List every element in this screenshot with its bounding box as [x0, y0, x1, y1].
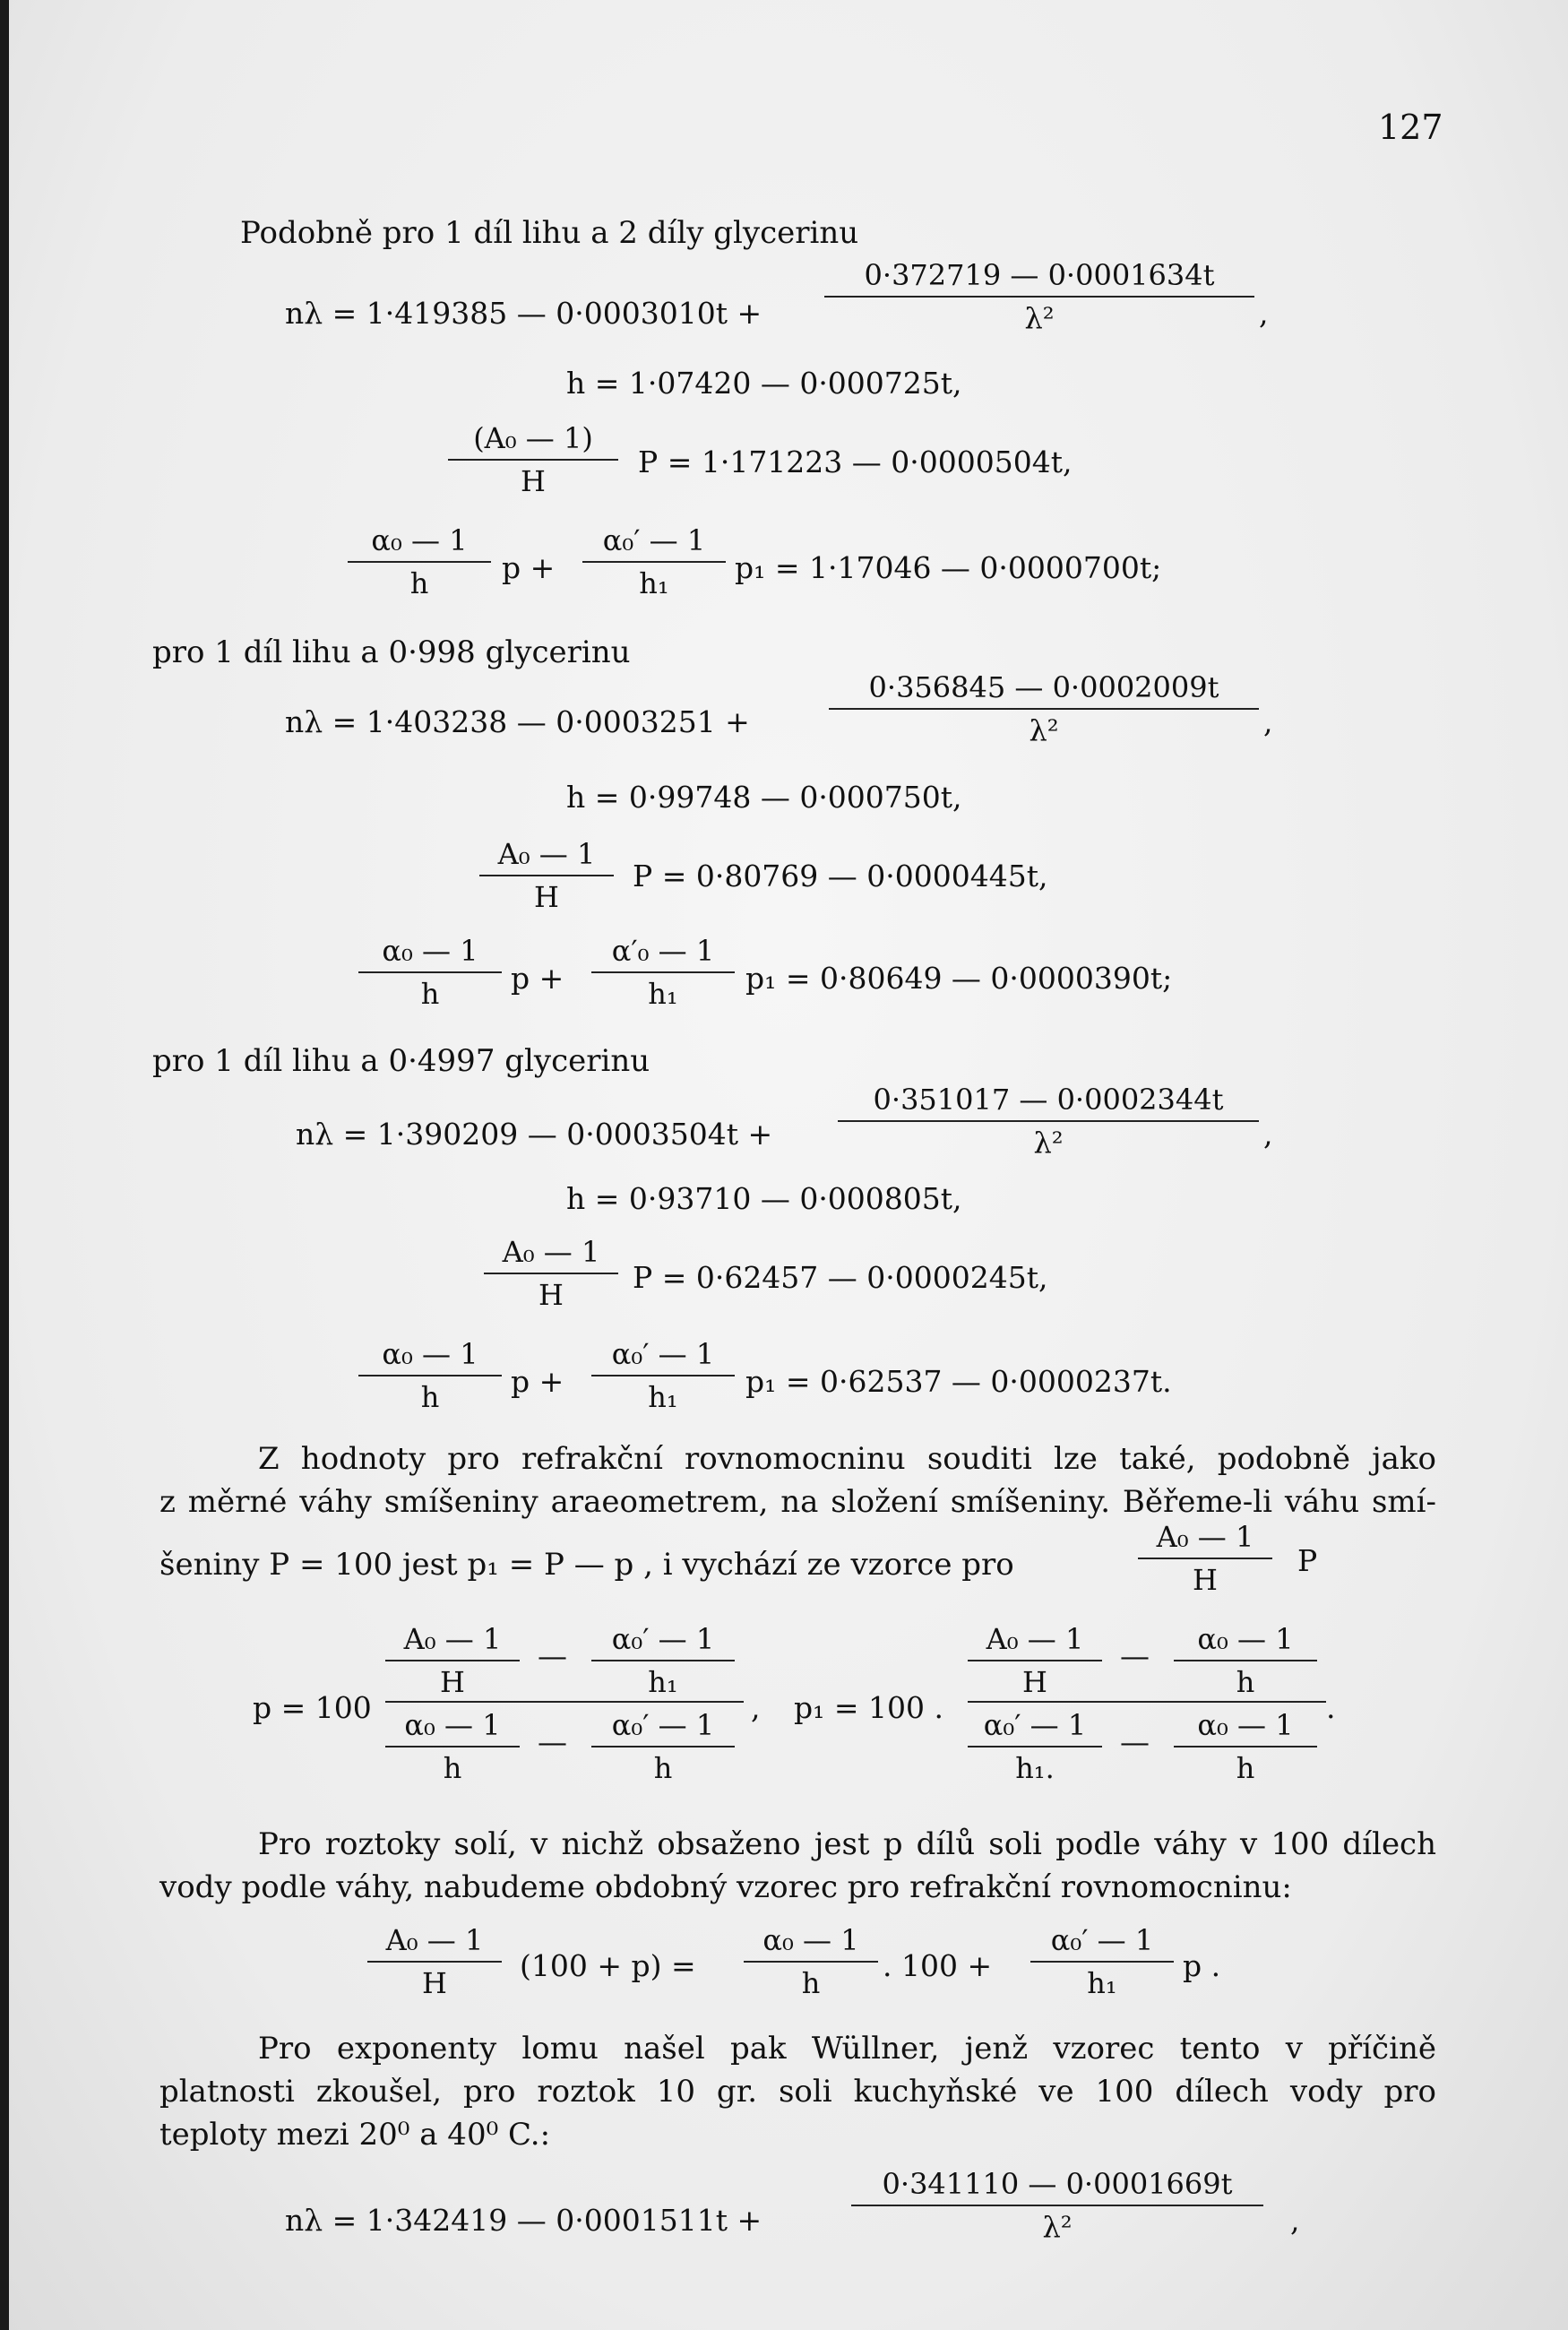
s3-h-formula: h = 0·93710 — 0·000805t, — [566, 1181, 962, 1216]
final-numerator: 0·341110 — 0·0001669t — [851, 2167, 1263, 2206]
s3-A-rest: P = 0·62457 — 0·0000245t, — [633, 1260, 1048, 1295]
p-bottom-minus: — — [538, 1724, 567, 1759]
p-compound-bottom — [385, 1708, 744, 1798]
p-b1-num: α₀ — 1 — [385, 1708, 520, 1748]
s2-p-plus: p + — [511, 961, 564, 996]
s1-alpha-fraction-1 — [348, 523, 491, 600]
p1-t1-num: A₀ — 1 — [968, 1622, 1102, 1661]
final-tail: , — [1290, 2203, 1300, 2238]
s3-A-fraction — [484, 1235, 618, 1312]
p-top-fraction-1 — [385, 1622, 520, 1699]
s2-alpha2-denominator: h₁ — [648, 977, 678, 1011]
s2-n-comma: , — [1263, 704, 1273, 739]
s1-n-numerator: 0·372719 — 0·0001634t — [824, 258, 1254, 298]
s2-A-fraction — [479, 837, 614, 914]
p1-formula-end: . — [1326, 1690, 1336, 1725]
s1-A-denominator: H — [521, 464, 546, 498]
salt-fraction-3 — [1030, 1923, 1174, 2000]
s1-h-formula: h = 1·07420 — 0·000725t, — [566, 366, 962, 401]
p1-bottom-minus: — — [1120, 1724, 1150, 1759]
p-t1-num: A₀ — 1 — [385, 1622, 520, 1661]
p1-bottom-fraction-2 — [1174, 1708, 1317, 1785]
s3-A-denominator: H — [538, 1278, 564, 1312]
p-t2-den: h₁ — [648, 1665, 678, 1699]
salt-mid-2: . 100 + — [883, 1948, 993, 1983]
salt-f1-den: H — [422, 1966, 447, 2000]
s1-n-fraction — [824, 258, 1254, 335]
s2-alpha-rest: p₁ = 0·80649 — 0·0000390t; — [745, 961, 1173, 996]
salt-fraction-1 — [367, 1923, 502, 2000]
para3-line2: platnosti zkoušel, pro roztok 10 gr. soli kuchyňské ve 100 dílech vody pro — [159, 2074, 1436, 2110]
s2-A-numerator: A₀ — 1 — [479, 837, 614, 876]
s3-alpha-fraction-2 — [591, 1337, 735, 1414]
p-compound-top — [385, 1622, 744, 1703]
para1-line3: šeniny P = 100 jest p₁ = P — p , i vychází ze vzorce pro — [159, 1547, 1014, 1583]
para1-fraction — [1138, 1520, 1272, 1597]
salt-f3-den: h₁ — [1087, 1966, 1117, 2000]
para1-tail: P — [1297, 1543, 1318, 1578]
section-2-intro: pro 1 díl lihu a 0·998 glycerinu — [152, 634, 631, 670]
section-3-intro: pro 1 díl lihu a 0·4997 glycerinu — [152, 1043, 650, 1079]
salt-f2-den: h — [801, 1966, 821, 2000]
p-b2-den: h — [653, 1751, 673, 1785]
p-b1-den: h — [443, 1751, 462, 1785]
para1-frac-denominator: H — [1193, 1563, 1218, 1597]
p-top-fraction-2 — [591, 1622, 735, 1699]
p1-bottom-fraction-1 — [968, 1708, 1102, 1785]
s2-A-denominator: H — [534, 880, 559, 914]
p1-b2-num: α₀ — 1 — [1174, 1708, 1317, 1748]
p-top-minus: — — [538, 1638, 567, 1673]
s1-alpha-rest: p₁ = 1·17046 — 0·0000700t; — [735, 550, 1162, 585]
salt-mid-1: (100 + p) = — [520, 1948, 696, 1983]
s2-n-formula-lead: nλ = 1·403238 — 0·0003251 + — [285, 704, 750, 739]
p1-top-minus: — — [1120, 1638, 1150, 1673]
p1-top-fraction-2 — [1174, 1622, 1317, 1699]
salt-f2-num: α₀ — 1 — [744, 1923, 878, 1963]
p-b2-num: α₀′ — 1 — [591, 1708, 735, 1748]
p-bottom-fraction-2 — [591, 1708, 735, 1785]
s2-n-denominator: λ² — [1029, 713, 1059, 747]
s1-alpha1-denominator: h — [409, 566, 429, 600]
p-t2-num: α₀′ — 1 — [591, 1622, 735, 1661]
s3-alpha2-denominator: h₁ — [648, 1380, 678, 1414]
s3-A-numerator: A₀ — 1 — [484, 1235, 618, 1274]
final-denominator: λ² — [1042, 2210, 1073, 2244]
s3-n-formula-lead: nλ = 1·390209 — 0·0003504t + — [296, 1117, 773, 1152]
s1-n-formula-lead: nλ = 1·419385 — 0·0003010t + — [285, 296, 762, 331]
s2-alpha1-denominator: h — [420, 977, 440, 1011]
s1-alpha-fraction-2 — [582, 523, 726, 600]
p-formula-lead: p = 100 — [253, 1690, 372, 1725]
final-fraction — [851, 2167, 1263, 2244]
s3-p-plus: p + — [511, 1364, 564, 1399]
s1-A-rest: P = 1·171223 — 0·0000504t, — [638, 444, 1073, 479]
s2-alpha-fraction-2 — [591, 934, 735, 1011]
p1-t1-den: H — [1022, 1665, 1047, 1699]
p1-top-fraction-1 — [968, 1622, 1102, 1699]
p1-b2-den: h — [1236, 1751, 1255, 1785]
s3-n-denominator: λ² — [1033, 1126, 1064, 1160]
p1-t2-den: h — [1236, 1665, 1255, 1699]
page-spine-shadow — [0, 0, 9, 2330]
s2-h-formula: h = 0·99748 — 0·000750t, — [566, 780, 962, 815]
final-formula-lead: nλ = 1·342419 — 0·0001511t + — [285, 2203, 762, 2238]
s3-n-comma: , — [1263, 1117, 1273, 1152]
salt-fraction-2 — [744, 1923, 878, 2000]
p1-b1-den: h₁. — [1015, 1751, 1055, 1785]
s3-alpha1-denominator: h — [420, 1380, 440, 1414]
salt-f3-num: α₀′ — 1 — [1030, 1923, 1174, 1963]
para2-line1: Pro roztoky solí, v nichž obsaženo jest p dílů soli podle váhy v 100 dílech — [258, 1826, 1436, 1862]
s3-alpha-rest: p₁ = 0·62537 — 0·0000237t. — [745, 1364, 1172, 1399]
s1-alpha2-denominator: h₁ — [639, 566, 669, 600]
p1-t2-num: α₀ — 1 — [1174, 1622, 1317, 1661]
s3-n-numerator: 0·351017 — 0·0002344t — [838, 1083, 1259, 1122]
para3-line3: teploty mezi 20⁰ a 40⁰ C.: — [159, 2117, 551, 2153]
para1-frac-numerator: A₀ — 1 — [1138, 1520, 1272, 1559]
s1-A-fraction — [448, 421, 618, 498]
s1-A-numerator: (A₀ — 1) — [448, 421, 618, 461]
s1-n-comma: , — [1259, 296, 1269, 331]
s3-alpha1-numerator: α₀ — 1 — [358, 1337, 502, 1376]
s2-alpha-fraction-1 — [358, 934, 502, 1011]
salt-tail: p . — [1183, 1948, 1221, 1983]
p1-compound-fraction — [968, 1622, 1326, 1798]
p1-compound-bottom — [968, 1708, 1326, 1798]
p1-formula-lead: p₁ = 100 . — [794, 1690, 943, 1725]
s3-alpha-fraction-1 — [358, 1337, 502, 1414]
s2-alpha2-numerator: α′₀ — 1 — [591, 934, 735, 973]
s1-n-denominator: λ² — [1024, 301, 1055, 335]
p1-b1-num: α₀′ — 1 — [968, 1708, 1102, 1748]
p-compound-fraction — [385, 1622, 744, 1798]
para3-line1: Pro exponenty lomu našel pak Wüllner, jenž vzorec tento v příčině — [258, 2031, 1436, 2067]
para2-line2: vody podle váhy, nabudeme obdobný vzorec pro refrakční rovnomocninu: — [159, 1869, 1292, 1905]
s1-alpha1-numerator: α₀ — 1 — [348, 523, 491, 563]
page-number: 127 — [1378, 108, 1443, 147]
s3-n-fraction — [838, 1083, 1259, 1160]
s1-alpha2-numerator: α₀′ — 1 — [582, 523, 726, 563]
p-formula-separator: , — [751, 1690, 761, 1725]
p1-compound-top — [968, 1622, 1326, 1703]
s2-alpha1-numerator: α₀ — 1 — [358, 934, 502, 973]
p-t1-den: H — [440, 1665, 465, 1699]
section-1-intro: Podobně pro 1 díl lihu a 2 díly glycerinu — [240, 215, 859, 251]
s1-p-plus: p + — [502, 550, 556, 585]
s2-n-numerator: 0·356845 — 0·0002009t — [829, 670, 1259, 710]
salt-f1-num: A₀ — 1 — [367, 1923, 502, 1963]
para1-line2: z měrné váhy smíšeniny araeometrem, na složení smíšeniny. Běřeme-li váhu smí- — [159, 1484, 1436, 1520]
p-bottom-fraction-1 — [385, 1708, 520, 1785]
para1-line1: Z hodnoty pro refrakční rovnomocninu souditi lze také, podobně jako — [258, 1441, 1436, 1477]
s3-alpha2-numerator: α₀′ — 1 — [591, 1337, 735, 1376]
s2-A-rest: P = 0·80769 — 0·0000445t, — [633, 859, 1048, 893]
s2-n-fraction — [829, 670, 1259, 747]
